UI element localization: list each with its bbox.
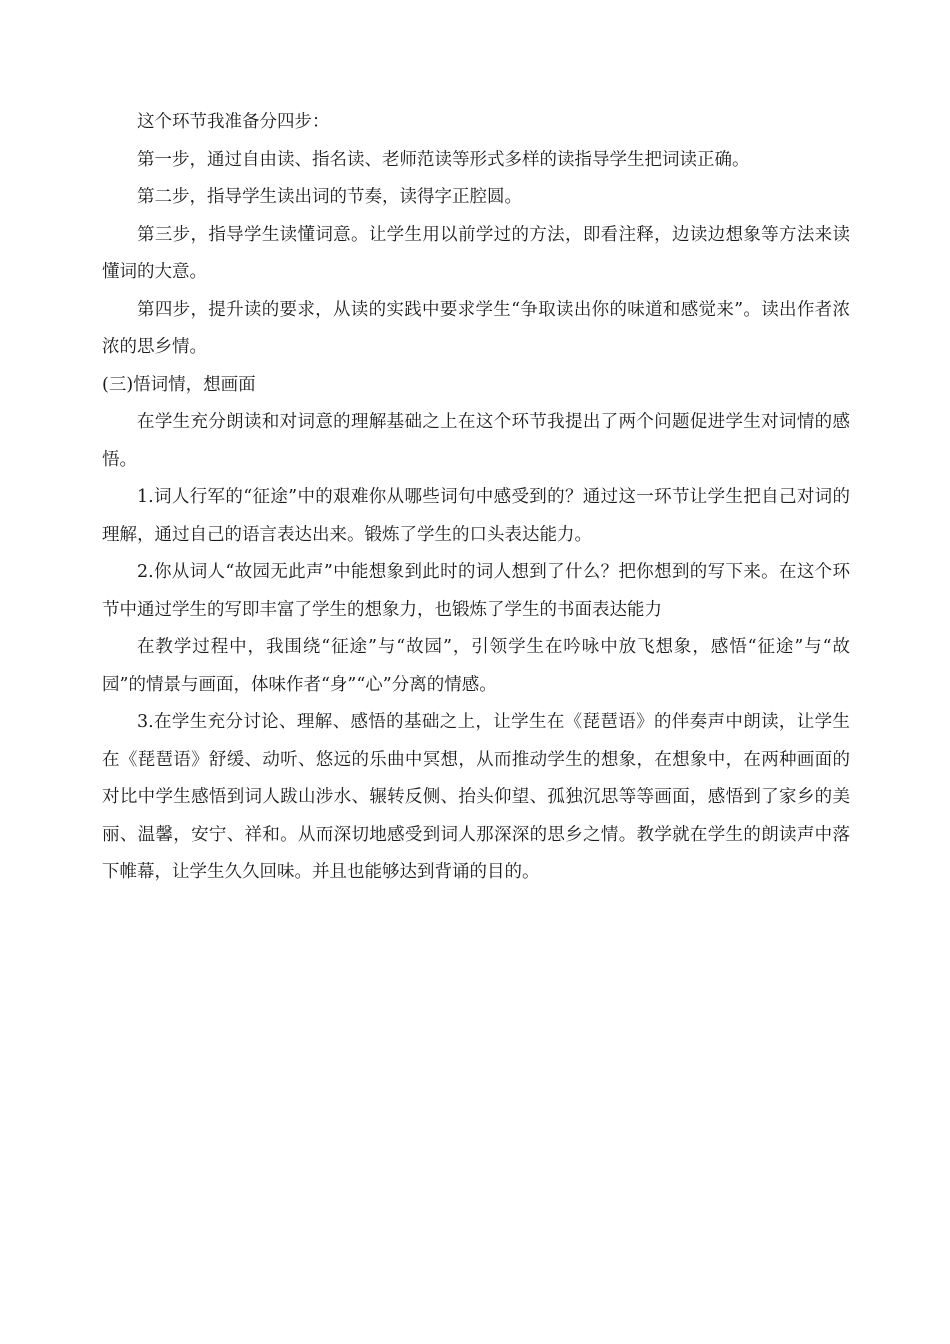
paragraph-question-1: 1.词人行军的“征途”中的艰难你从哪些词句中感受到的？通过这一环节让学生把自己对词的理解，通过自己的语言表达出来。锻炼了学生的口头表达能力。 [102, 487, 850, 545]
paragraph-item-3: 3.在学生充分讨论、理解、感悟的基础之上，让学生在《琵琶语》的伴奏声中朗读，让学生在《琵琶语》舒缓、动听、悠远的乐曲中冥想，从而推动学生的想象，在想象中，在两种画面的对比中学生感悟到词人跋山涉水、辗转反侧、抬头仰望、孤独沉思等等画面，感悟到了家乡的美丽、温馨，安宁、祥和。从而深切地感受到词人那深深的思乡之情。教学就在学生的朗读声中落下帷幕，让学生久久回味。并且也能够达到背诵的目的。 [102, 712, 850, 882]
paragraph-teaching-process: 在教学过程中，我围绕“征途”与“故园”，引领学生在吟咏中放飞想象，感悟“征途”与“故园”的情景与画面，体味作者“身”“心”分离的情感。 [102, 637, 850, 695]
paragraph-step-1: 第一步，通过自由读、指名读、老师范读等形式多样的读指导学生把词读正确。 [137, 149, 750, 170]
document-body [102, 104, 850, 892]
paragraph-step-4: 第四步，提升读的要求，从读的实践中要求学生“争取读出你的味道和感觉来”。读出作者浓浓的思乡情。 [102, 299, 850, 357]
paragraph-section-intro: 在学生充分朗读和对词意的理解基础之上在这个环节我提出了两个问题促进学生对词情的感悟。 [102, 412, 850, 470]
paragraph-question-2: 2.你从词人“故园无此声”中能想象到此时的词人想到了什么？把你想到的写下来。在这个环节中通过学生的写即丰富了学生的想象力，也锻炼了学生的书面表达能力 [102, 562, 850, 620]
paragraph-step-2: 第二步，指导学生读出词的节奏，读得字正腔圆。 [137, 187, 522, 207]
section-heading: (三)悟词情，想画面 [102, 374, 256, 395]
paragraph-intro: 这个环节我准备分四步： [137, 112, 330, 132]
paragraph-step-3: 第三步，指导学生读懂词意。让学生用以前学过的方法，即看注释，边读边想象等方法来读懂词的大意。 [102, 224, 850, 282]
